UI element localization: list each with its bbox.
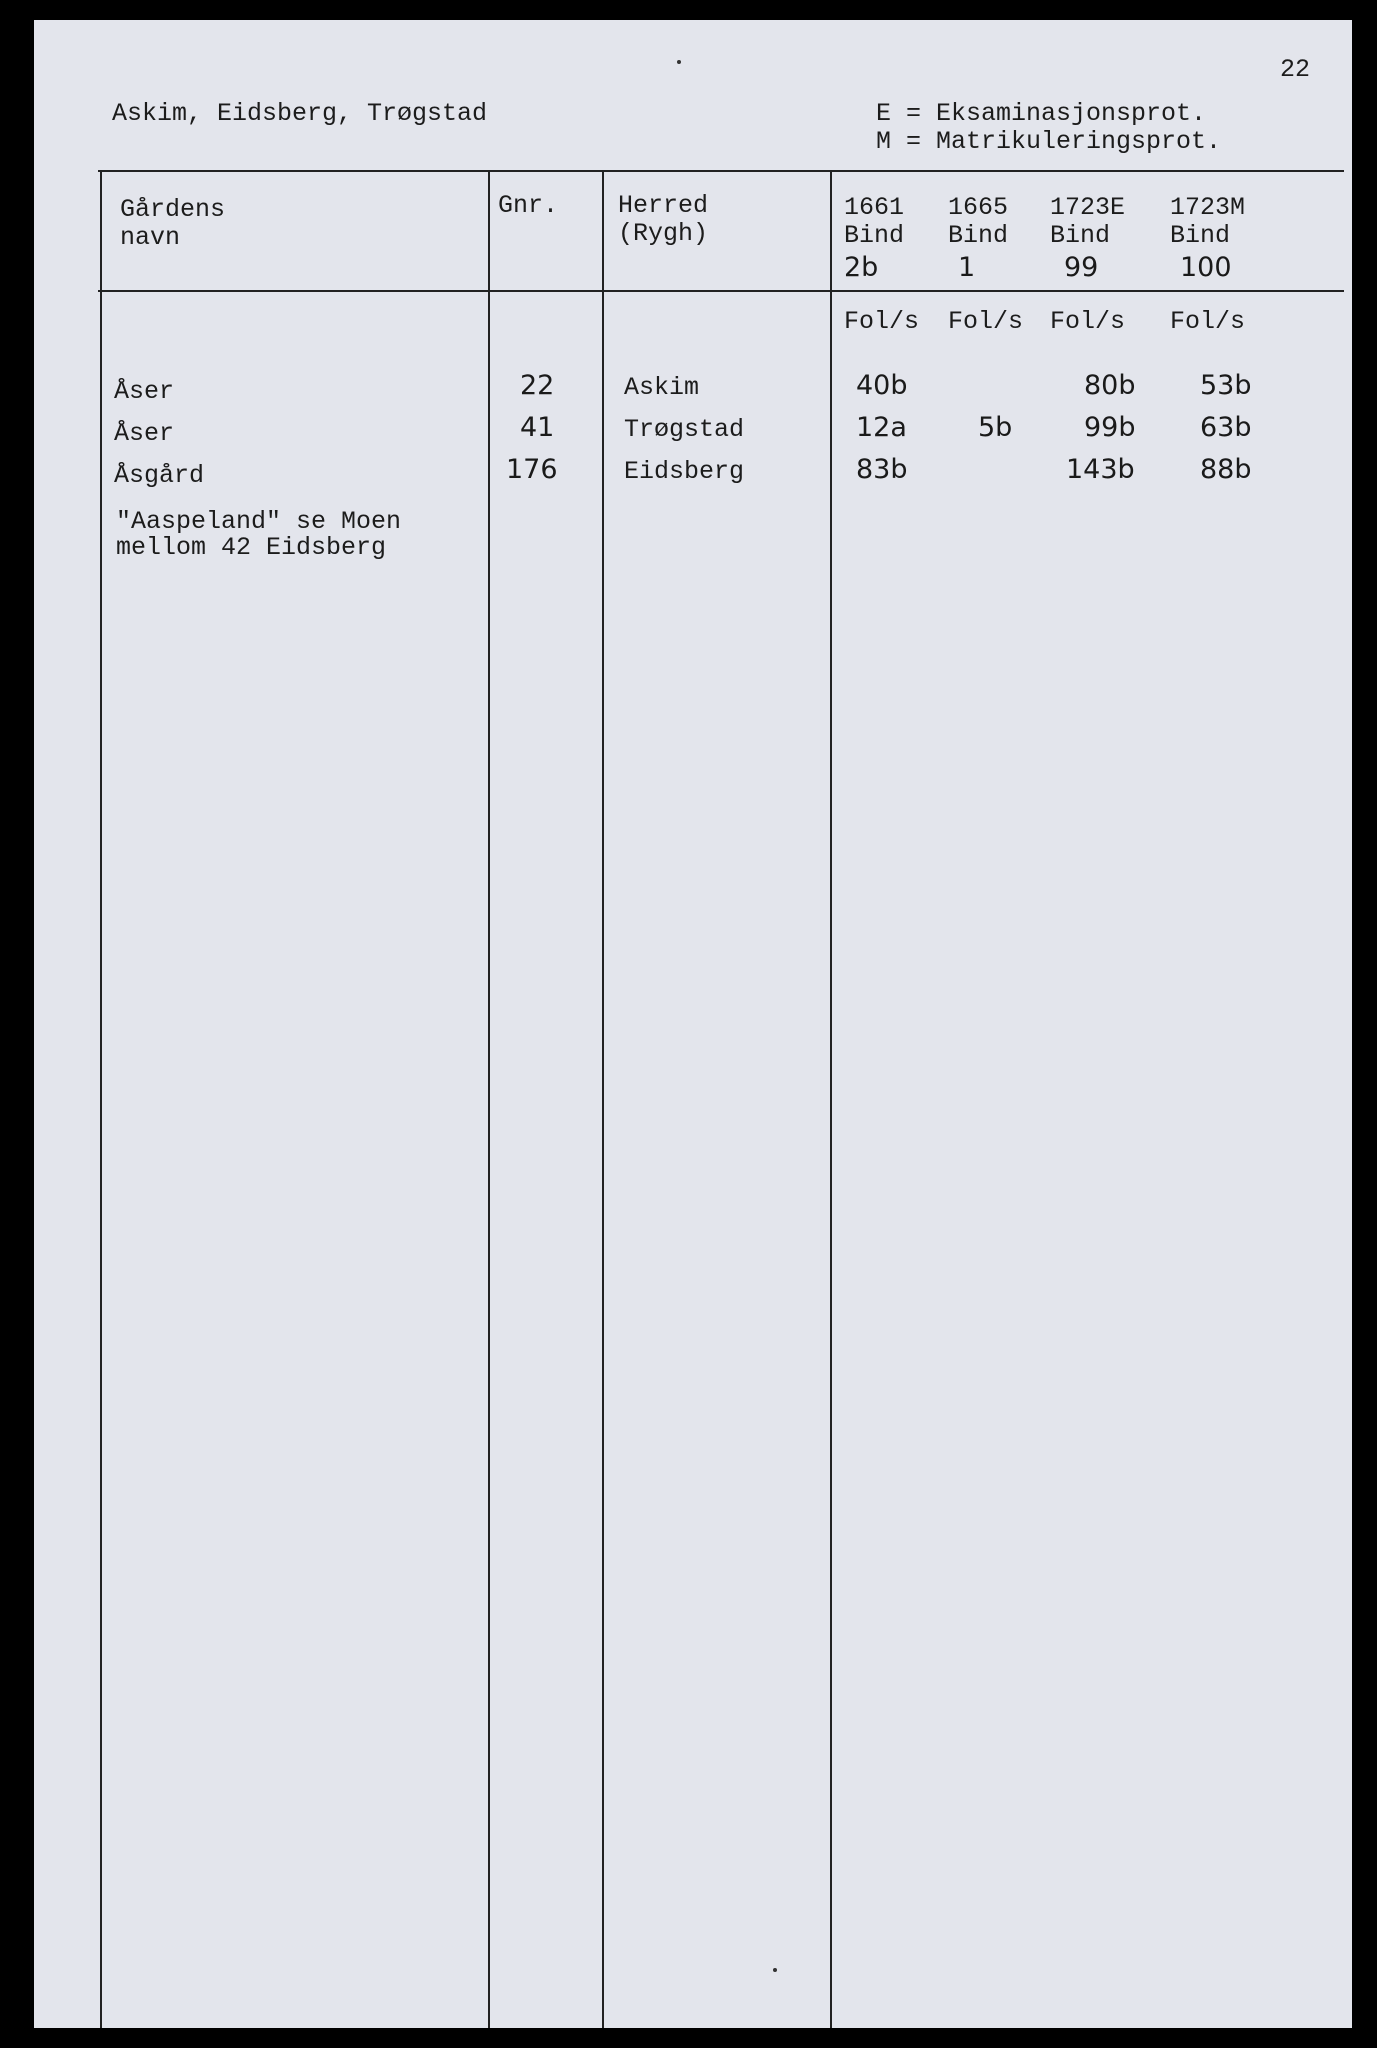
table-row-3-1661: 83b <box>856 454 908 485</box>
header-year-1723e: 1723E <box>1050 193 1126 222</box>
table-header-rule <box>98 290 1344 292</box>
header-bind-label-1665: Bind <box>948 221 1009 250</box>
legend-line-e: E = Eksaminasjonsprot. <box>876 99 1207 128</box>
table-row-1-herred: Askim <box>624 373 700 402</box>
document-title: Askim, Eidsberg, Trøgstad <box>112 99 488 128</box>
header-year-1661: 1661 <box>844 193 905 222</box>
header-bind-1661: 2b <box>844 252 879 283</box>
header-year-1665: 1665 <box>948 193 1009 222</box>
header-unit-1665: Fol/s <box>948 307 1024 336</box>
header-bind-label-1723m: Bind <box>1170 221 1231 250</box>
document-page <box>34 20 1352 2028</box>
table-row-1-name: Åser <box>114 377 175 406</box>
header-unit-1723m: Fol/s <box>1170 307 1246 336</box>
table-row-3-gnr: 176 <box>506 454 558 485</box>
table-left-border <box>100 170 102 2028</box>
legend-line-m: M = Matrikuleringsprot. <box>876 127 1222 156</box>
table-row-2-name: Åser <box>114 419 175 448</box>
table-row-2-1665: 5b <box>978 412 1013 443</box>
table-row-1-1723m: 53b <box>1200 370 1252 401</box>
header-name-line2: navn <box>120 223 181 252</box>
column-divider-name-gnr <box>488 170 490 2028</box>
header-unit-1723e: Fol/s <box>1050 307 1126 336</box>
header-gnr: Gnr. <box>498 191 559 220</box>
table-row-2-herred: Trøgstad <box>624 415 745 444</box>
table-row-3-1723m: 88b <box>1200 454 1252 485</box>
table-top-rule <box>98 170 1344 172</box>
table-row-1-gnr: 22 <box>520 370 555 401</box>
table-row-2-gnr: 41 <box>520 412 555 443</box>
table-row-1-1723e: 80b <box>1084 370 1136 401</box>
table-row-2-1723m: 63b <box>1200 412 1252 443</box>
header-year-1723m: 1723M <box>1170 193 1246 222</box>
column-divider-herred-protocols <box>830 170 832 2028</box>
page-number: 22 <box>1280 55 1311 84</box>
header-name-line1: Gårdens <box>120 195 226 224</box>
header-herred-line1: Herred <box>618 191 709 220</box>
scan-speck <box>677 60 681 64</box>
table-row-2-1723e: 99b <box>1084 412 1136 443</box>
table-row-1-1661: 40b <box>856 370 908 401</box>
header-bind-label-1723e: Bind <box>1050 221 1111 250</box>
table-row-3-herred: Eidsberg <box>624 457 745 486</box>
header-bind-label-1661: Bind <box>844 221 905 250</box>
cross-reference-note-line2: mellom 42 Eidsberg <box>116 533 387 562</box>
header-bind-1723e: 99 <box>1064 252 1099 283</box>
table-row-3-name: Åsgård <box>114 461 205 490</box>
header-herred-line2: (Rygh) <box>618 219 709 248</box>
header-bind-1665: 1 <box>958 252 976 283</box>
cross-reference-note-line1: "Aaspeland" se Moen <box>116 507 402 536</box>
table-row-2-1661: 12a <box>856 412 907 443</box>
scan-speck <box>773 1968 777 1972</box>
header-bind-1723m: 100 <box>1180 252 1232 283</box>
column-divider-gnr-herred <box>602 170 604 2028</box>
table-row-3-1723e: 143b <box>1066 454 1135 485</box>
header-unit-1661: Fol/s <box>844 307 920 336</box>
